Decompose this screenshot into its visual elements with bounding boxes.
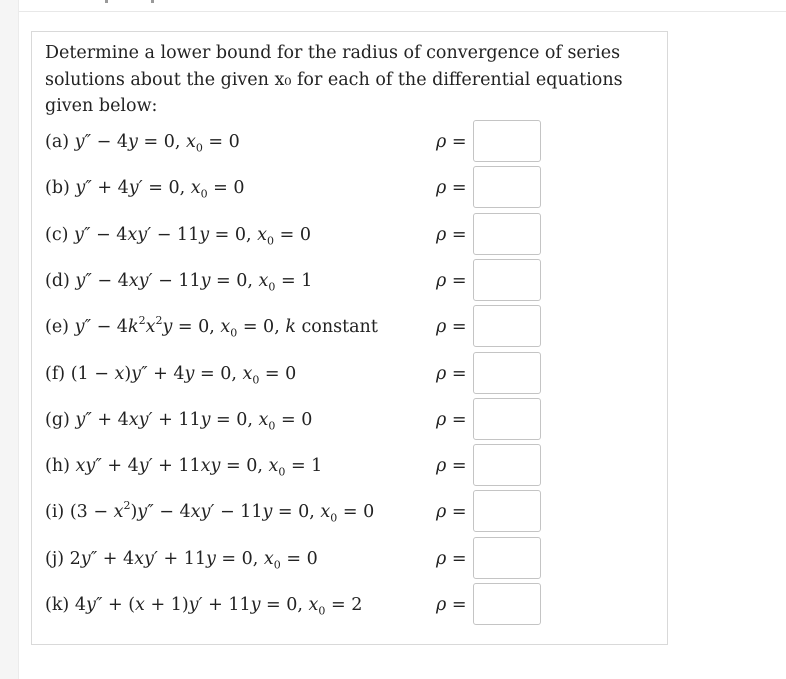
equation-part: xy′ <box>127 225 152 245</box>
equation-part: 0 <box>318 604 326 618</box>
equation-part: y″ <box>131 364 148 384</box>
equation-part: y <box>199 225 210 245</box>
equation-part: x <box>113 502 124 522</box>
equation-part: x <box>114 364 125 384</box>
equation-part: = 0, <box>215 549 264 569</box>
equation-text <box>45 454 322 478</box>
item-label: (f) <box>45 364 71 384</box>
equation-part: y <box>200 271 211 291</box>
equation-part: + ( <box>102 595 136 615</box>
rho-label: ρ = <box>436 364 467 384</box>
equation-row <box>32 583 669 627</box>
equation-part: y <box>162 317 173 337</box>
equation-row <box>32 444 669 488</box>
equation-part: xy′ <box>128 410 153 430</box>
equation-text <box>45 223 311 247</box>
equation-part: y″ <box>75 271 92 291</box>
equation-part: y″ <box>137 502 154 522</box>
equation-part: + 4 <box>147 364 185 384</box>
equation-text <box>45 408 312 432</box>
equation-part: y″ <box>74 225 91 245</box>
equation-part: − 4 <box>153 502 191 522</box>
answer-input[interactable] <box>473 537 541 579</box>
rho-label: ρ = <box>436 132 467 152</box>
equation-part: x <box>185 132 196 152</box>
rho-label: ρ = <box>436 502 467 522</box>
equation-part: x <box>263 549 274 569</box>
equation-row <box>32 213 669 257</box>
equation-part: x <box>258 410 269 430</box>
item-label: (g) <box>45 410 76 430</box>
equation-part: 0 <box>278 465 286 479</box>
equation-part: 0 <box>267 234 275 248</box>
equation-part: y″ <box>75 410 92 430</box>
equation-row <box>32 398 669 442</box>
equation-part: = 0, <box>137 132 186 152</box>
equation-part: = 0, <box>272 502 321 522</box>
rho-label: ρ = <box>436 317 467 337</box>
equation-part: 2 <box>138 314 146 328</box>
equation-part: y″ <box>74 132 92 152</box>
equation-part: = 2 <box>325 595 363 615</box>
equation-part: 0 <box>268 419 276 433</box>
equation-part: = 0, <box>194 364 243 384</box>
equation-part: + 4 <box>97 549 135 569</box>
left-margin-rule <box>0 0 19 679</box>
answer-input[interactable] <box>473 583 541 625</box>
equation-part: x <box>257 225 268 245</box>
equation-text <box>45 547 318 571</box>
equation-part: = 0, <box>142 178 191 198</box>
item-label: (c) <box>45 225 75 245</box>
equation-part: 0 <box>195 141 203 155</box>
question-prompt: Determine a lower bound for the radius of convergence of series solutions about the given x₀ for each of the differential equations given below: <box>45 43 623 116</box>
equation-part: = 0, <box>237 317 286 337</box>
equation-part: + 4 <box>91 178 129 198</box>
equation-part: − 4 <box>90 225 128 245</box>
item-label: (d) <box>45 271 76 291</box>
equation-part: x <box>242 364 253 384</box>
equation-part: y <box>200 410 211 430</box>
equation-part: 0 <box>330 511 338 525</box>
rho-label: ρ = <box>436 410 467 430</box>
strip-mark <box>151 0 154 3</box>
equation-part: y″ <box>80 549 98 569</box>
equation-part: − 11 <box>151 225 200 245</box>
answer-input[interactable] <box>473 213 541 255</box>
equation-part: y <box>128 132 138 152</box>
equation-part: xy <box>200 456 221 476</box>
equation-row <box>32 305 669 349</box>
equation-part: y″ <box>75 178 92 198</box>
equation-text <box>45 130 240 154</box>
equation-part: x <box>308 595 319 615</box>
strip-mark <box>105 0 108 3</box>
equation-part: = 0, <box>209 225 258 245</box>
answer-input[interactable] <box>473 120 541 162</box>
equation-text <box>45 362 296 386</box>
equation-text <box>45 176 245 200</box>
equation-part: + 4 <box>91 410 129 430</box>
rho-label: ρ = <box>436 549 467 569</box>
answer-input[interactable] <box>473 259 541 301</box>
equation-part: x <box>268 456 279 476</box>
equation-part: x <box>320 502 331 522</box>
answer-input[interactable] <box>473 490 541 532</box>
equation-part: = 0 <box>337 502 375 522</box>
equation-part: = 0 <box>207 178 245 198</box>
equation-part: 0 <box>200 187 208 201</box>
equation-part: − 4 <box>91 132 129 152</box>
rho-label: ρ = <box>436 595 467 615</box>
equation-part: y′ <box>188 595 203 615</box>
equation-row <box>32 490 669 534</box>
equation-text <box>45 500 374 524</box>
equation-part: = 0, <box>220 456 269 476</box>
rho-label: ρ = <box>436 456 467 476</box>
equation-part: + 1) <box>144 595 189 615</box>
equation-part: xy′ <box>190 502 215 522</box>
answer-input[interactable] <box>473 305 541 347</box>
equation-row <box>32 352 669 396</box>
equation-part: + 4 <box>101 456 139 476</box>
equation-part: y′ <box>128 178 143 198</box>
item-label: (k) <box>45 595 75 615</box>
equation-row <box>32 166 669 210</box>
equation-part: y <box>250 595 261 615</box>
equation-part: k <box>127 317 139 337</box>
item-label: (b) <box>45 178 76 198</box>
equation-part: = 1 <box>275 271 313 291</box>
equation-part: y′ <box>138 456 153 476</box>
rho-label: ρ = <box>436 271 467 291</box>
item-label: (i) <box>45 502 70 522</box>
equation-part: = 0 <box>275 410 313 430</box>
equation-part: 0 <box>268 280 276 294</box>
equation-part: 2 <box>69 549 81 569</box>
equation-part: y <box>262 502 273 522</box>
equation-part: = 0, <box>260 595 309 615</box>
equation-row <box>32 120 669 164</box>
equation-row <box>32 259 669 303</box>
equation-part: 0 <box>230 326 238 340</box>
equation-part: xy′ <box>134 549 158 569</box>
equation-part: − 4 <box>91 271 129 291</box>
equation-text <box>45 593 362 617</box>
equation-part: ) <box>130 502 138 522</box>
equation-part: y″ <box>85 595 103 615</box>
equation-part: x <box>190 178 201 198</box>
equation-part: + 11 <box>152 410 201 430</box>
equation-row <box>32 537 669 581</box>
equation-part: = 0 <box>280 549 318 569</box>
equation-part: k <box>285 317 296 337</box>
answer-input[interactable] <box>473 398 541 440</box>
equation-part: = 0, <box>172 317 221 337</box>
equation-part: − 4 <box>91 317 128 337</box>
equation-part: − 11 <box>152 271 201 291</box>
equation-part: x <box>145 317 156 337</box>
equation-part: xy″ <box>75 456 102 476</box>
equation-part: y <box>205 549 216 569</box>
equation-part: 2 <box>155 314 163 328</box>
equation-text <box>45 315 378 339</box>
equation-part: ) <box>124 364 132 384</box>
top-strip <box>19 0 786 12</box>
equation-part: − 11 <box>214 502 263 522</box>
item-label: (a) <box>45 132 75 152</box>
rho-label: ρ = <box>436 225 467 245</box>
question-card <box>31 31 668 645</box>
equation-part: 2 <box>123 499 131 513</box>
equation-text <box>45 269 312 293</box>
equation-part: constant <box>295 317 378 337</box>
equation-part: (3 − <box>69 502 114 522</box>
answer-input[interactable] <box>473 352 541 394</box>
equation-part: x <box>135 595 145 615</box>
equation-part: 0 <box>252 373 260 387</box>
answer-input[interactable] <box>473 166 541 208</box>
equation-part: = 0 <box>202 132 240 152</box>
equation-part: x <box>258 271 269 291</box>
rho-label: ρ = <box>436 178 467 198</box>
equation-part: + 11 <box>157 549 206 569</box>
equation-part: 0 <box>273 558 281 572</box>
item-label: (e) <box>45 317 75 337</box>
item-label: (j) <box>45 549 70 569</box>
equation-part: x <box>220 317 231 337</box>
equation-part: = 0 <box>259 364 297 384</box>
equation-part: = 0, <box>210 271 259 291</box>
equation-part: = 0, <box>210 410 259 430</box>
equation-part: = 0 <box>274 225 311 245</box>
equation-part: (1 − <box>70 364 115 384</box>
answer-input[interactable] <box>473 444 541 486</box>
equation-part: xy′ <box>128 271 153 291</box>
equation-part: = 1 <box>285 456 323 476</box>
equation-part: y″ <box>74 317 92 337</box>
equation-part: + 11 <box>202 595 251 615</box>
equation-part: 4 <box>74 595 86 615</box>
item-label: (h) <box>45 456 76 476</box>
equation-part: y <box>184 364 195 384</box>
equation-part: + 11 <box>152 456 201 476</box>
